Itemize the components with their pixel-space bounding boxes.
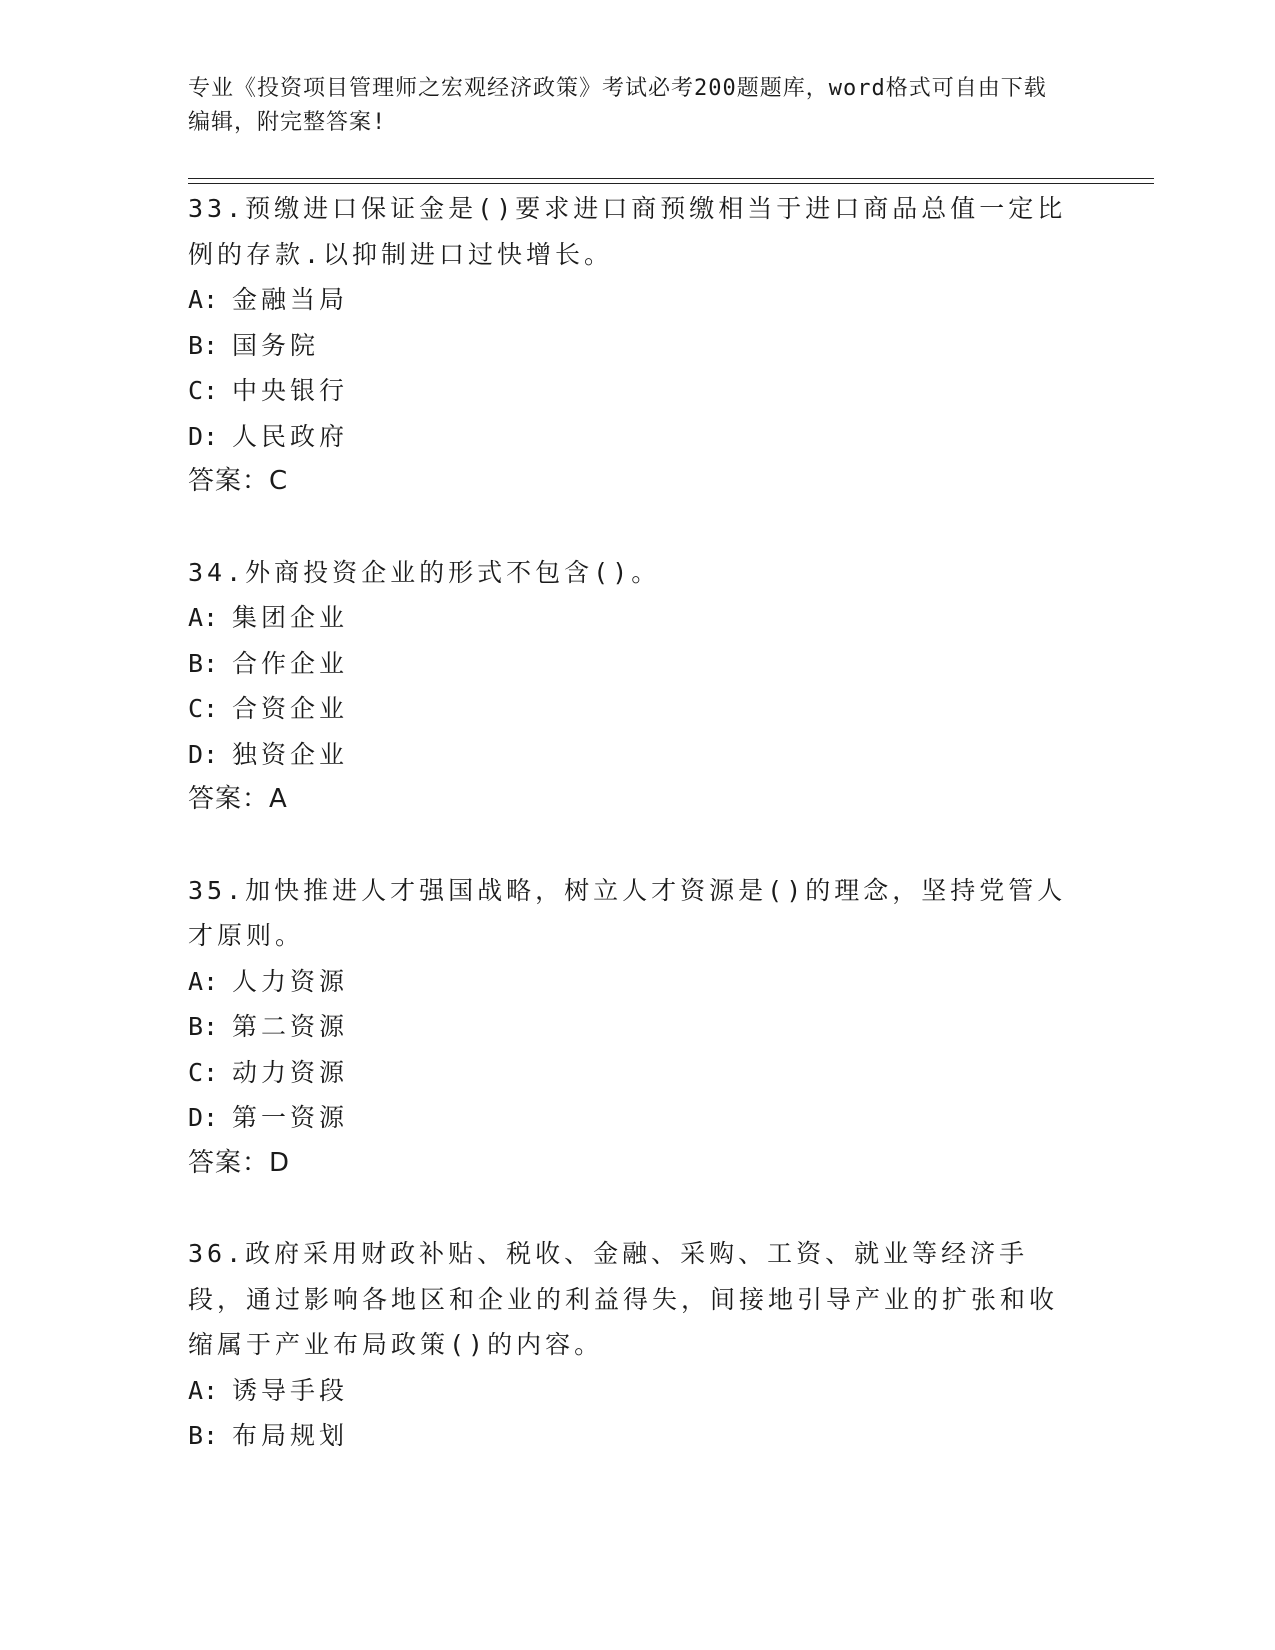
option-d	[188, 1095, 1088, 1141]
option-letter: D:	[188, 1103, 219, 1132]
option-c	[188, 368, 1088, 414]
option-a	[188, 1368, 1088, 1414]
document-header: 专业《投资项目管理师之宏观经济政策》考试必考200题题库，word格式可自由下载编辑，附完整答案!	[188, 76, 1047, 135]
option-text: 合作企业	[232, 648, 349, 678]
option-text: 金融当局	[232, 285, 349, 314]
answer-text: 答案：C	[188, 466, 289, 496]
option-text: 中央银行	[232, 376, 349, 405]
option-text: 动力资源	[232, 1057, 349, 1087]
question-text: 33.预缴进口保证金是()要求进口商预缴相当于进口商品总值一定比例的存款.以抑制进口过快增长。	[188, 194, 1067, 269]
option-text: 布局规划	[232, 1421, 349, 1450]
option-letter: A:	[188, 1375, 219, 1405]
option-text: 人民政府	[232, 421, 349, 451]
option-d	[188, 414, 1088, 460]
option-letter: A:	[188, 966, 219, 996]
option-letter: B:	[188, 1421, 219, 1450]
question-34	[188, 550, 1088, 823]
option-letter: D:	[188, 739, 219, 769]
option-text: 独资企业	[232, 739, 349, 769]
option-text: 人力资源	[232, 966, 349, 996]
option-text: 第二资源	[232, 1012, 349, 1041]
answer-text: 答案：A	[188, 784, 288, 814]
option-letter: B:	[188, 648, 219, 678]
option-letter: A:	[188, 603, 219, 632]
option-letter: B:	[188, 1012, 219, 1041]
header-rule-top	[188, 178, 1154, 179]
question-36	[188, 1231, 1088, 1459]
option-letter: A:	[188, 285, 219, 314]
option-b	[188, 641, 1088, 687]
option-text: 国务院	[232, 330, 320, 360]
question-text: 34.外商投资企业的形式不包含()。	[188, 557, 661, 587]
question-text: 35.加快推进人才强国战略，树立人才资源是()的理念，坚持党管人才原则。	[188, 875, 1067, 950]
option-letter: C:	[188, 1057, 219, 1087]
option-text: 合资企业	[232, 694, 349, 723]
option-a	[188, 595, 1088, 641]
question-list	[188, 186, 1088, 1504]
option-letter: B:	[188, 330, 219, 360]
option-c	[188, 1050, 1088, 1096]
question-text: 36.政府采用财政补贴、税收、金融、采购、工资、就业等经济手段，通过影响各地区和企业的利益得失，间接地引导产业的扩张和收缩属于产业布局政策()的内容。	[188, 1239, 1059, 1359]
option-text: 第一资源	[232, 1103, 349, 1132]
option-letter: C:	[188, 694, 219, 723]
header-rule-bottom	[188, 183, 1154, 184]
question-35	[188, 868, 1088, 1187]
option-a	[188, 277, 1088, 323]
option-b	[188, 1413, 1088, 1459]
option-c	[188, 686, 1088, 732]
option-b	[188, 1004, 1088, 1050]
option-letter: D:	[188, 421, 219, 451]
option-b	[188, 323, 1088, 369]
option-d	[188, 732, 1088, 778]
option-text: 集团企业	[232, 603, 349, 632]
option-text: 诱导手段	[232, 1375, 349, 1405]
answer-text: 答案：D	[188, 1147, 291, 1178]
option-letter: C:	[188, 376, 219, 405]
question-33	[188, 186, 1088, 505]
option-a	[188, 959, 1088, 1005]
